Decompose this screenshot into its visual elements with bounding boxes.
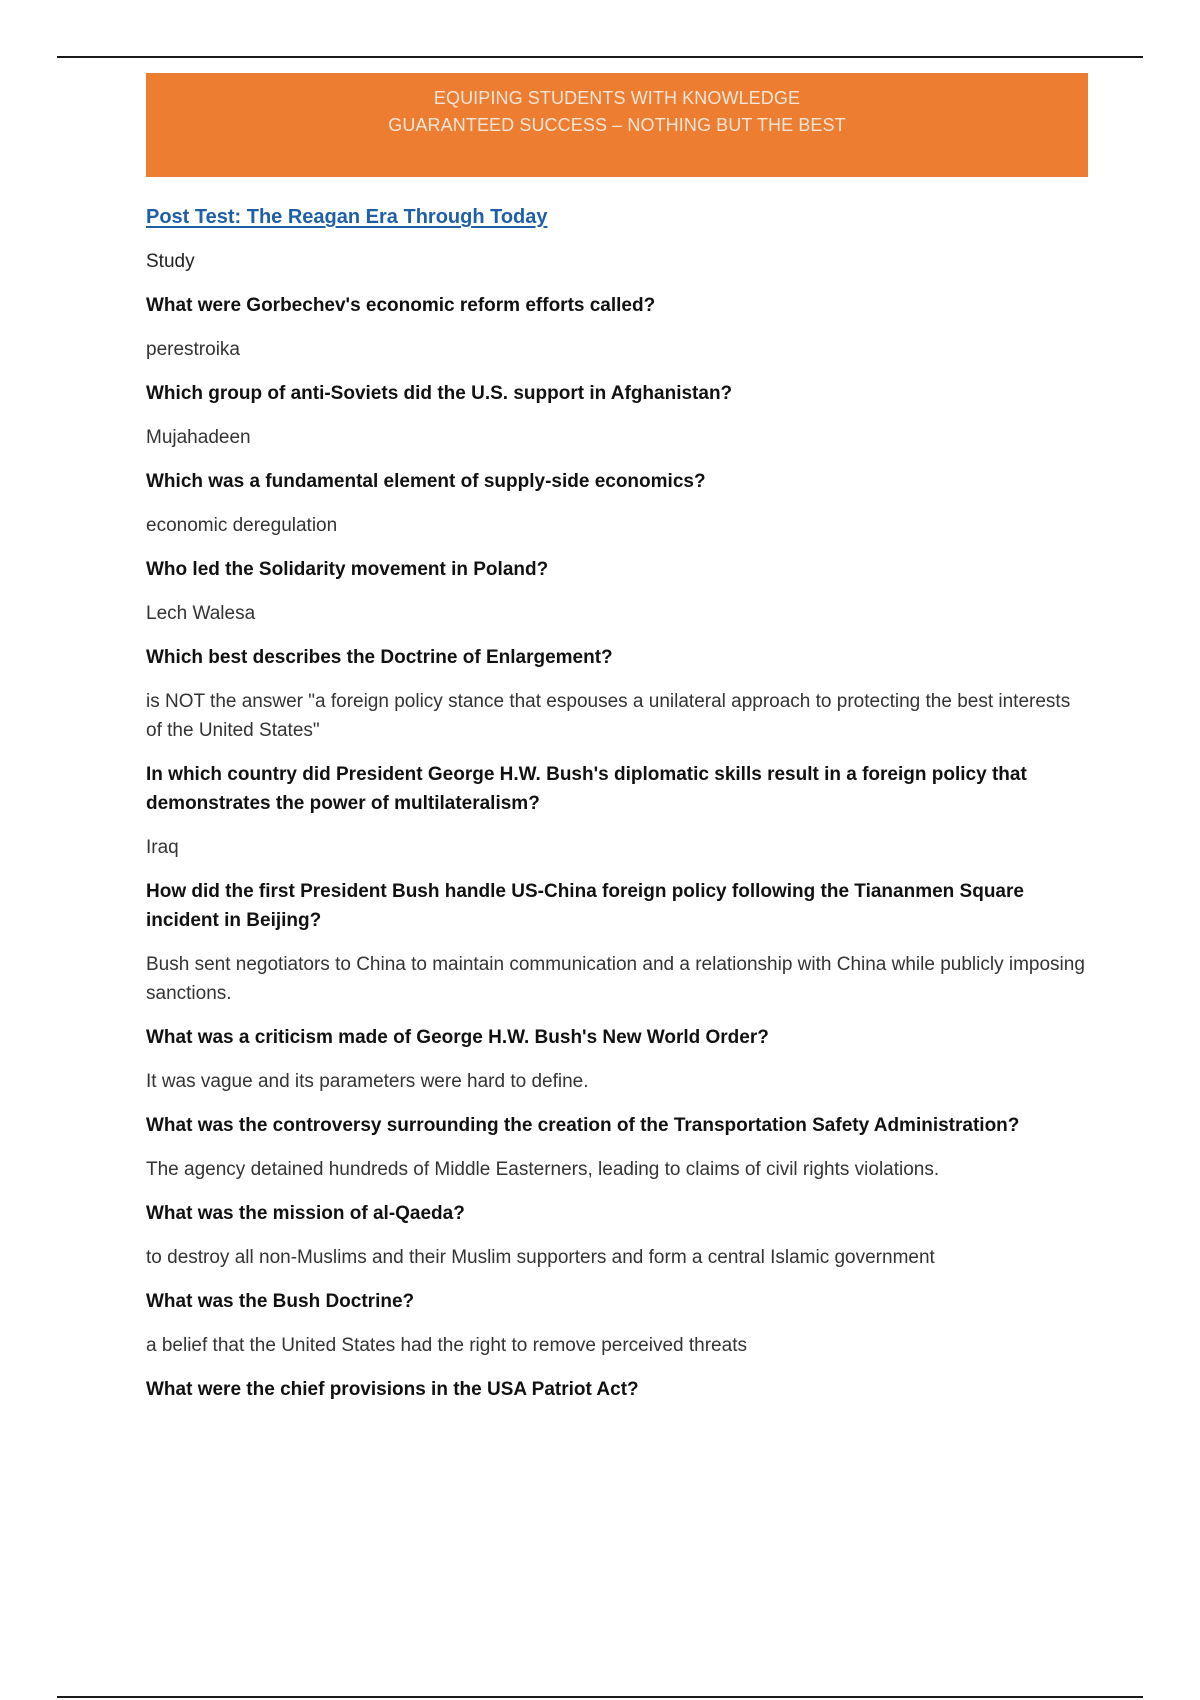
- bottom-rule: [57, 1696, 1143, 1698]
- top-rule: [57, 56, 1143, 58]
- qa-item: [146, 760, 1088, 862]
- question: What was the mission of al-Qaeda?: [146, 1203, 465, 1224]
- answer: Lech Walesa: [146, 603, 256, 624]
- question: Who led the Solidarity movement in Poland?: [146, 559, 549, 580]
- banner-line-1: EQUIPING STUDENTS WITH KNOWLEDGE: [433, 88, 801, 108]
- question: Which best describes the Doctrine of Enlargement?: [146, 647, 613, 668]
- answer: Bush sent negotiators to China to maintain communication and a relationship with China while publicly imposing sanctions.: [146, 954, 1085, 1004]
- banner-line-2: GUARANTEED SUCCESS – NOTHING BUT THE BEST: [388, 115, 846, 135]
- qa-item: [146, 1199, 1088, 1272]
- answer: economic deregulation: [146, 515, 338, 536]
- qa-item: [146, 555, 1088, 628]
- question: In which country did President George H.W. Bush's diplomatic skills result in a foreign policy that demonstrates the power of multilateralism?: [146, 764, 1027, 814]
- header-banner: [146, 73, 1088, 177]
- answer: Iraq: [146, 837, 179, 858]
- question: Which was a fundamental element of supply-side economics?: [146, 471, 706, 492]
- question: What was the controversy surrounding the creation of the Transportation Safety Administration?: [146, 1115, 1020, 1136]
- qa-item: [146, 643, 1088, 745]
- answer: Mujahadeen: [146, 427, 251, 448]
- question: How did the first President Bush handle US-China foreign policy following the Tiananmen Square incident in Beijing?: [146, 881, 1024, 931]
- study-label: Study: [146, 251, 195, 272]
- qa-item: [146, 379, 1088, 452]
- answer: perestroika: [146, 339, 240, 360]
- qa-item: [146, 1023, 1088, 1096]
- answer: a belief that the United States had the right to remove perceived threats: [146, 1335, 747, 1356]
- answer: to destroy all non-Muslims and their Muslim supporters and form a central Islamic government: [146, 1247, 935, 1268]
- qa-item: [146, 467, 1088, 540]
- qa-item: [146, 1375, 1088, 1404]
- answer: The agency detained hundreds of Middle Easterners, leading to claims of civil rights violations.: [146, 1159, 940, 1180]
- question: What was the Bush Doctrine?: [146, 1291, 415, 1312]
- qa-item: [146, 877, 1088, 1008]
- answer: It was vague and its parameters were hard to define.: [146, 1071, 589, 1092]
- question: What were Gorbechev's economic reform efforts called?: [146, 295, 656, 316]
- answer: is NOT the answer "a foreign policy stance that espouses a unilateral approach to protecting the best interests of the United States": [146, 691, 1071, 741]
- document-body: [146, 203, 1088, 1419]
- question: What were the chief provisions in the USA Patriot Act?: [146, 1379, 639, 1400]
- qa-item: [146, 1111, 1088, 1184]
- question: What was a criticism made of George H.W. Bush's New World Order?: [146, 1027, 769, 1048]
- document-title-link[interactable]: Post Test: The Reagan Era Through Today: [146, 206, 548, 228]
- qa-item: [146, 1287, 1088, 1360]
- question: Which group of anti-Soviets did the U.S. support in Afghanistan?: [146, 383, 733, 404]
- qa-item: [146, 291, 1088, 364]
